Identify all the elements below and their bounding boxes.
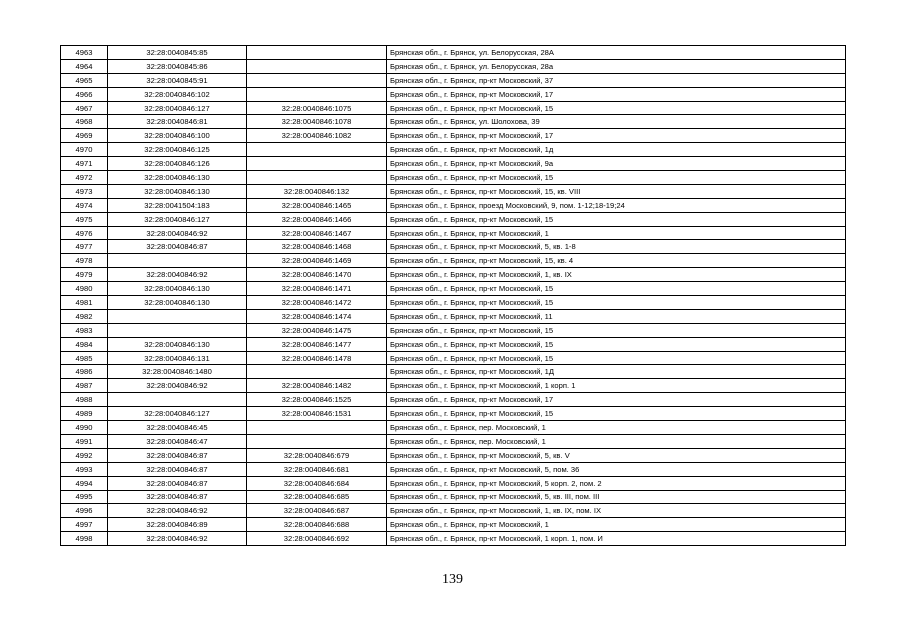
row-number-cell: 4977 [61,240,108,254]
address-cell: Брянская обл., г. Брянск, пр-кт Московский, 1д [387,143,846,157]
address-cell: Брянская обл., г. Брянск, проезд Московский, 9, пом. 1-12;18-19;24 [387,198,846,212]
object-number-cell: 32:28:0040846:679 [247,448,387,462]
table-row [61,323,846,337]
row-number-cell: 4990 [61,421,108,435]
object-number-cell: 32:28:0040846:685 [247,490,387,504]
row-number-cell: 4969 [61,129,108,143]
object-number-cell: 32:28:0040846:1468 [247,240,387,254]
object-number-cell [247,171,387,185]
row-number-cell: 4987 [61,379,108,393]
object-number-cell [247,157,387,171]
cadastral-number-cell [108,309,247,323]
row-number-cell: 4998 [61,532,108,546]
cadastral-number-cell: 32:28:0040845:86 [108,59,247,73]
address-cell: Брянская обл., г. Брянск, пр-кт Московский, 1Д [387,365,846,379]
table-row [61,421,846,435]
row-number-cell: 4973 [61,184,108,198]
row-number-cell: 4982 [61,309,108,323]
address-cell: Брянская обл., г. Брянск, пр-кт Московский, 5 корп. 2, пом. 2 [387,476,846,490]
row-number-cell: 4974 [61,198,108,212]
cadastral-number-cell: 32:28:0040846:87 [108,462,247,476]
row-number-cell: 4989 [61,407,108,421]
table-row [61,504,846,518]
object-number-cell [247,421,387,435]
row-number-cell: 4988 [61,393,108,407]
cadastral-number-cell: 32:28:0040846:130 [108,184,247,198]
row-number-cell: 4985 [61,351,108,365]
address-cell: Брянская обл., г. Брянск, пер. Московский, 1 [387,434,846,448]
address-cell: Брянская обл., г. Брянск, пр-кт Московский, 15 [387,101,846,115]
table-row [61,309,846,323]
table-row [61,157,846,171]
address-cell: Брянская обл., г. Брянск, пр-кт Московский, 1 [387,518,846,532]
table-row [61,296,846,310]
cadastral-number-cell: 32:28:0040846:92 [108,268,247,282]
row-number-cell: 4976 [61,226,108,240]
row-number-cell: 4965 [61,73,108,87]
object-number-cell: 32:28:0040846:1466 [247,212,387,226]
object-number-cell: 32:28:0040846:1482 [247,379,387,393]
object-number-cell: 32:28:0040846:688 [247,518,387,532]
table-row [61,184,846,198]
table-row [61,351,846,365]
cadastral-number-cell: 32:28:0040846:127 [108,101,247,115]
object-number-cell [247,59,387,73]
cadastral-number-cell [108,323,247,337]
object-number-cell: 32:28:0040846:1469 [247,254,387,268]
object-number-cell: 32:28:0040846:1531 [247,407,387,421]
cadastral-number-cell: 32:28:0040846:92 [108,379,247,393]
row-number-cell: 4986 [61,365,108,379]
row-number-cell: 4970 [61,143,108,157]
object-number-cell: 32:28:0040846:1477 [247,337,387,351]
table-row [61,434,846,448]
address-cell: Брянская обл., г. Брянск, пр-кт Московский, 5, пом. 36 [387,462,846,476]
table-row [61,101,846,115]
object-number-cell: 32:28:0040846:1470 [247,268,387,282]
address-cell: Брянская обл., г. Брянск, пер. Московский, 1 [387,421,846,435]
cadastral-number-cell: 32:28:0040846:102 [108,87,247,101]
table-row [61,254,846,268]
cadastral-number-cell: 32:28:0040846:87 [108,476,247,490]
address-cell: Брянская обл., г. Брянск, пр-кт Московский, 15, кв. 4 [387,254,846,268]
table-row [61,393,846,407]
address-cell: Брянская обл., г. Брянск, пр-кт Московский, 1, кв. IX, пом. IX [387,504,846,518]
object-number-cell: 32:28:0040846:1075 [247,101,387,115]
table-row [61,212,846,226]
table-row [61,365,846,379]
table-row [61,87,846,101]
table-row [61,490,846,504]
table-row [61,448,846,462]
cadastral-number-cell: 32:28:0040846:92 [108,226,247,240]
address-cell: Брянская обл., г. Брянск, пр-кт Московский, 15 [387,282,846,296]
table-row [61,518,846,532]
address-cell: Брянская обл., г. Брянск, пр-кт Московский, 1 корп. 1 [387,379,846,393]
address-cell: Брянская обл., г. Брянск, пр-кт Московский, 5, кв. 1-8 [387,240,846,254]
cadastral-number-cell: 32:28:0040846:1480 [108,365,247,379]
row-number-cell: 4971 [61,157,108,171]
address-cell: Брянская обл., г. Брянск, пр-кт Московский, 5, кв. V [387,448,846,462]
object-number-cell: 32:28:0040846:1474 [247,309,387,323]
address-cell: Брянская обл., г. Брянск, пр-кт Московский, 15 [387,212,846,226]
address-cell: Брянская обл., г. Брянск, пр-кт Московский, 17 [387,87,846,101]
row-number-cell: 4978 [61,254,108,268]
cadastral-number-cell: 32:28:0040846:92 [108,532,247,546]
table-row [61,532,846,546]
cadastral-number-cell: 32:28:0040846:100 [108,129,247,143]
table-row [61,226,846,240]
row-number-cell: 4994 [61,476,108,490]
address-cell: Брянская обл., г. Брянск, пр-кт Московский, 9а [387,157,846,171]
row-number-cell: 4991 [61,434,108,448]
address-cell: Брянская обл., г. Брянск, пр-кт Московский, 1 [387,226,846,240]
table-row [61,59,846,73]
object-number-cell: 32:28:0040846:687 [247,504,387,518]
row-number-cell: 4980 [61,282,108,296]
cadastral-number-cell: 32:28:0040845:91 [108,73,247,87]
row-number-cell: 4968 [61,115,108,129]
address-cell: Брянская обл., г. Брянск, пр-кт Московский, 15 [387,296,846,310]
object-number-cell [247,46,387,60]
row-number-cell: 4981 [61,296,108,310]
row-number-cell: 4979 [61,268,108,282]
row-number-cell: 4963 [61,46,108,60]
object-number-cell: 32:28:0040846:1082 [247,129,387,143]
row-number-cell: 4992 [61,448,108,462]
address-cell: Брянская обл., г. Брянск, пр-кт Московский, 17 [387,393,846,407]
cadastral-number-cell: 32:28:0040846:130 [108,282,247,296]
table-row [61,407,846,421]
table-row [61,73,846,87]
object-number-cell [247,434,387,448]
address-cell: Брянская обл., г. Брянск, пр-кт Московский, 1, кв. IX [387,268,846,282]
cadastral-number-cell: 32:28:0040846:87 [108,240,247,254]
cadastral-number-cell: 32:28:0040846:89 [108,518,247,532]
cadastral-number-cell: 32:28:0040846:131 [108,351,247,365]
table-row [61,198,846,212]
address-cell: Брянская обл., г. Брянск, пр-кт Московский, 5, кв. III, пом. III [387,490,846,504]
row-number-cell: 4983 [61,323,108,337]
table-row [61,143,846,157]
registry-table [60,45,846,546]
cadastral-number-cell: 32:28:0040846:127 [108,212,247,226]
cadastral-number-cell: 32:28:0040846:127 [108,407,247,421]
row-number-cell: 4995 [61,490,108,504]
table-body [61,46,846,546]
page-number: 139 [442,572,463,587]
address-cell: Брянская обл., г. Брянск, пр-кт Московский, 17 [387,129,846,143]
address-cell: Брянская обл., г. Брянск, пр-кт Московский, 15 [387,407,846,421]
object-number-cell [247,143,387,157]
row-number-cell: 4966 [61,87,108,101]
cadastral-number-cell: 32:28:0040846:87 [108,490,247,504]
cadastral-number-cell: 32:28:0040846:47 [108,434,247,448]
object-number-cell: 32:28:0040846:1472 [247,296,387,310]
object-number-cell: 32:28:0040846:684 [247,476,387,490]
address-cell: Брянская обл., г. Брянск, пр-кт Московский, 11 [387,309,846,323]
object-number-cell: 32:28:0040846:1465 [247,198,387,212]
cadastral-number-cell: 32:28:0040846:130 [108,337,247,351]
cadastral-number-cell: 32:28:0041504:183 [108,198,247,212]
address-cell: Брянская обл., г. Брянск, пр-кт Московский, 15 [387,337,846,351]
object-number-cell: 32:28:0040846:1078 [247,115,387,129]
row-number-cell: 4967 [61,101,108,115]
table-row [61,268,846,282]
cadastral-number-cell: 32:28:0040846:92 [108,504,247,518]
object-number-cell: 32:28:0040846:692 [247,532,387,546]
cadastral-number-cell [108,393,247,407]
address-cell: Брянская обл., г. Брянск, пр-кт Московский, 37 [387,73,846,87]
address-cell: Брянская обл., г. Брянск, пр-кт Московский, 1 корп. 1, пом. И [387,532,846,546]
table-row [61,129,846,143]
address-cell: Брянская обл., г. Брянск, пр-кт Московский, 15, кв. VIII [387,184,846,198]
cadastral-number-cell: 32:28:0040846:45 [108,421,247,435]
cadastral-number-cell [108,254,247,268]
object-number-cell: 32:28:0040846:1467 [247,226,387,240]
object-number-cell: 32:28:0040846:1471 [247,282,387,296]
address-cell: Брянская обл., г. Брянск, пр-кт Московский, 15 [387,351,846,365]
row-number-cell: 4997 [61,518,108,532]
address-cell: Брянская обл., г. Брянск, пр-кт Московский, 15 [387,323,846,337]
table-row [61,171,846,185]
cadastral-number-cell: 32:28:0040846:81 [108,115,247,129]
object-number-cell: 32:28:0040846:1475 [247,323,387,337]
row-number-cell: 4975 [61,212,108,226]
object-number-cell [247,73,387,87]
table-row [61,240,846,254]
row-number-cell: 4964 [61,59,108,73]
address-cell: Брянская обл., г. Брянск, пр-кт Московский, 15 [387,171,846,185]
cadastral-number-cell: 32:28:0040846:87 [108,448,247,462]
row-number-cell: 4984 [61,337,108,351]
table-row [61,476,846,490]
object-number-cell [247,87,387,101]
cadastral-number-cell: 32:28:0040846:126 [108,157,247,171]
cadastral-number-cell: 32:28:0040846:125 [108,143,247,157]
object-number-cell: 32:28:0040846:681 [247,462,387,476]
table-row [61,46,846,60]
table-row [61,379,846,393]
address-cell: Брянская обл., г. Брянск, ул. Шолохова, 39 [387,115,846,129]
row-number-cell: 4996 [61,504,108,518]
table-row [61,462,846,476]
cadastral-number-cell: 32:28:0040846:130 [108,296,247,310]
object-number-cell: 32:28:0040846:1525 [247,393,387,407]
row-number-cell: 4972 [61,171,108,185]
object-number-cell [247,365,387,379]
address-cell: Брянская обл., г. Брянск, ул. Белорусская, 28а [387,59,846,73]
row-number-cell: 4993 [61,462,108,476]
table-row [61,115,846,129]
address-cell: Брянская обл., г. Брянск, ул. Белорусская, 28А [387,46,846,60]
table-row [61,282,846,296]
object-number-cell: 32:28:0040846:132 [247,184,387,198]
object-number-cell: 32:28:0040846:1478 [247,351,387,365]
cadastral-number-cell: 32:28:0040845:85 [108,46,247,60]
table-row [61,337,846,351]
cadastral-number-cell: 32:28:0040846:130 [108,171,247,185]
